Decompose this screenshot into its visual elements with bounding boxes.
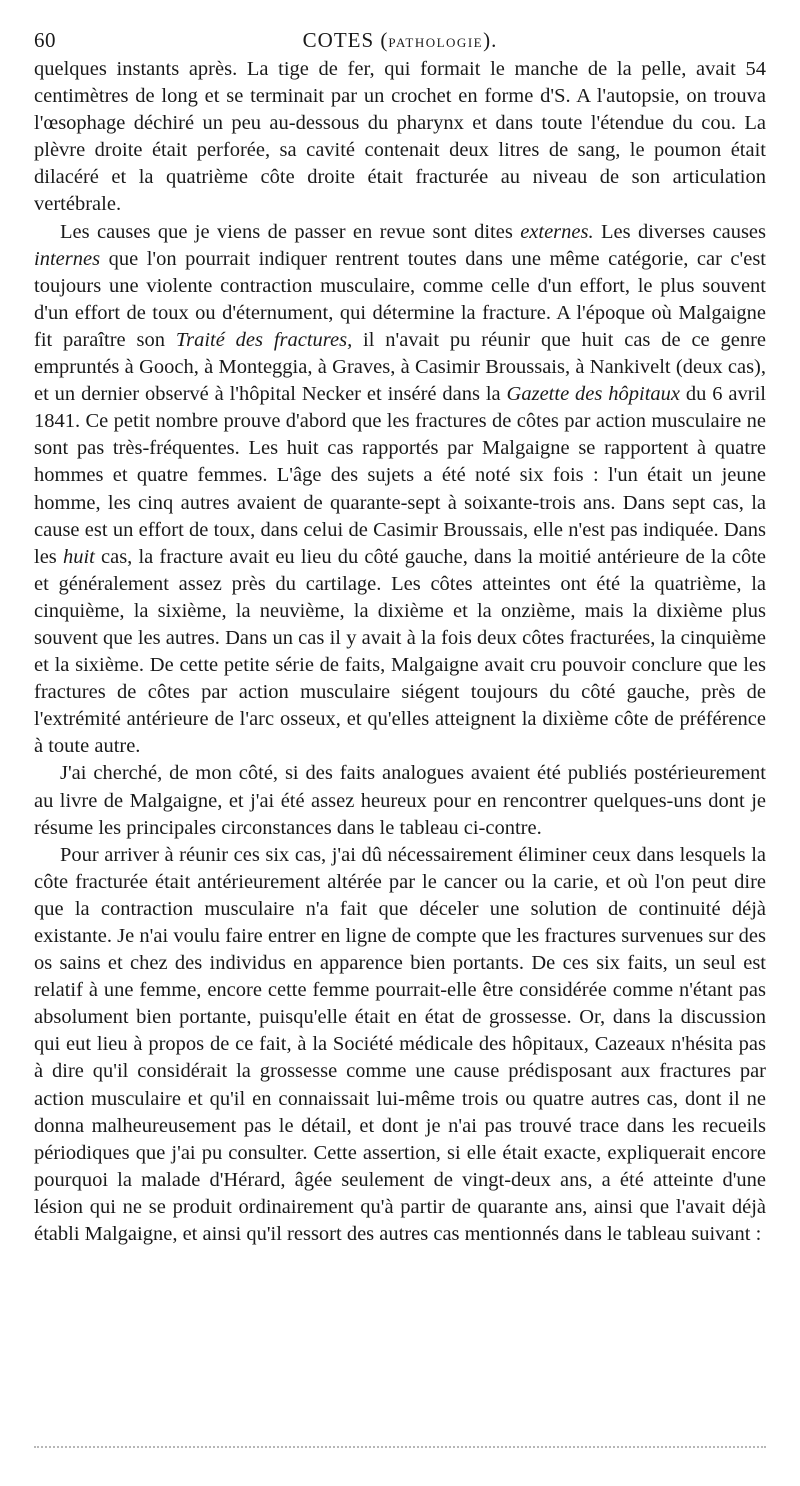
page-number: 60	[34, 28, 56, 52]
running-title-subtitle: PATHOLOGIE	[388, 35, 484, 50]
text-run: du 6 avril 1841. Ce petit nombre prouve d'abord que les fractures de côtes par action musculaire ne sont pas très-fréquentes. Les huit cas rapportés par Malgaigne se rapportent à quatre hommes et quatre femmes. L'âge des sujets a été noté six fois : l'un était un jeune homme, les cinq autres avaient de quarante-sept à soixante-trois ans. Dans sept cas, la cause est un effort de toux, dans celui de Casimir Broussais, elle n'est pas indiquée. Dans les	[34, 383, 766, 568]
italic-term-huit: huit	[62, 545, 95, 568]
book-page	[34, 22, 766, 1248]
running-title	[34, 28, 766, 53]
running-title-main: COTES	[302, 28, 375, 52]
paragraph-continuation: quelques instants après. La tige de fer, qui formait le manche de la pelle, avait 54 centimètres de long et se terminait par un crochet en forme d'S. A l'autopsie, on trouva l'œsophage déchiré un peu au-dessous du pharynx et dans toute l'étendue du cou. La plèvre droite était perforée, sa cavité contenait deux litres de sang, le poumon était dilacéré et la quatrième côte droite était fracturée au niveau de son articulation vertébrale.	[34, 58, 766, 216]
paragraph-causes	[34, 219, 766, 761]
text-run: Les causes que je viens de passer en revue sont dites	[60, 220, 521, 243]
text-run: cas, la fracture avait eu lieu du côté gauche, dans la moitié antérieure de la côte et généralement assez près du cartilage. Les côtes atteintes ont été la quatrième, la cinquième, la sixième, la neuvième, la dixième et la onzième, mais la dixième plus souvent que les autres. Dans un cas il y avait à la fois deux côtes fracturées, la cinquième et la sixième. De cette petite série de faits, Malgaigne avait cru pouvoir conclure que les fractures de côtes par action musculaire siégent toujours du côté gauche, près de l'extrémité antérieure de l'arc osseux, et qu'elles atteignent la dixième côte de préférence à toute autre.	[34, 545, 766, 758]
paragraph-six-cases: Pour arriver à réunir ces six cas, j'ai dû nécessairement éliminer ceux dans lesquels la côte fracturée était antérieurement altérée par le cancer ou la carie, et où l'on peut dire que la contraction musculaire n'a fait que déceler une solution de continuité déjà existante. Je n'ai voulu faire entrer en ligne de compte que les fractures survenues sur des os sains et chez des individus en apparence bien portants. De ces six faits, un seul est relatif à une femme, encore cette femme pourrait-elle être considérée comme n'étant pas absolument bien portante, puisqu'elle était en état de grossesse. Or, dans la discussion qui eut lieu à propos de ce fait, à la Société médicale des hôpitaux, Cazeaux n'hésita pas à dire qu'il considérait la grossesse comme une cause prédisposant aux fractures par action musculaire et qu'il en connaissait lui-même trois ou quatre autres cas, dont il ne donna malheureusement pas le détail, et dont je n'ai pas trouvé trace dans les recueils périodiques que j'ai pu consulter. Cette assertion, si elle était exacte, expliquerait encore pourquoi la malade d'Hérard, âgée seulement de vingt-deux ans, a été atteinte d'une lésion qui ne se produit ordinairement qu'à partir de quarante ans, ainsi que l'avait déjà établi Malgaigne, et ainsi qu'il ressort des autres cas mentionnés dans le tableau suivant :	[34, 843, 766, 1246]
paragraph-research: J'ai cherché, de mon côté, si des faits analogues avaient été publiés postérieurement au livre de Malgaigne, et j'ai été assez heureux pour en rencontrer quelques-uns dont je résume les principales circonstances dans le tableau ci-contre.	[34, 762, 766, 839]
body-text	[34, 56, 766, 1248]
text-run: que l'on pourrait indiquer rentrent toutes dans une même catégorie, car c'est toujours une violente contraction musculaire, comme celle d'un effort, le plus souvent d'un effort de toux ou d'éternument, qui détermine la fracture. A l'époque où Malgaigne fit paraître son	[34, 247, 766, 351]
text-run: il n'avait pu réunir que huit cas de ce genre empruntés à Gooch, à Monteggia, à Graves, à Casimir Broussais, à Nankivelt (deux cas), et un dernier observé à l'hôpital Necker et inséré dans la	[34, 328, 767, 406]
running-title-paren-close: ).	[483, 28, 498, 52]
italic-title-traite: Traité des fractures,	[175, 328, 353, 351]
italic-title-gazette: Gazette des hôpitaux	[506, 383, 681, 406]
italic-term-externes: externes.	[520, 220, 594, 243]
page-bottom-rule	[34, 1446, 766, 1448]
running-header	[34, 22, 766, 56]
text-run: Les diverses causes	[593, 220, 766, 243]
running-title-paren-open: (	[374, 28, 389, 52]
italic-term-internes: internes	[34, 247, 101, 270]
